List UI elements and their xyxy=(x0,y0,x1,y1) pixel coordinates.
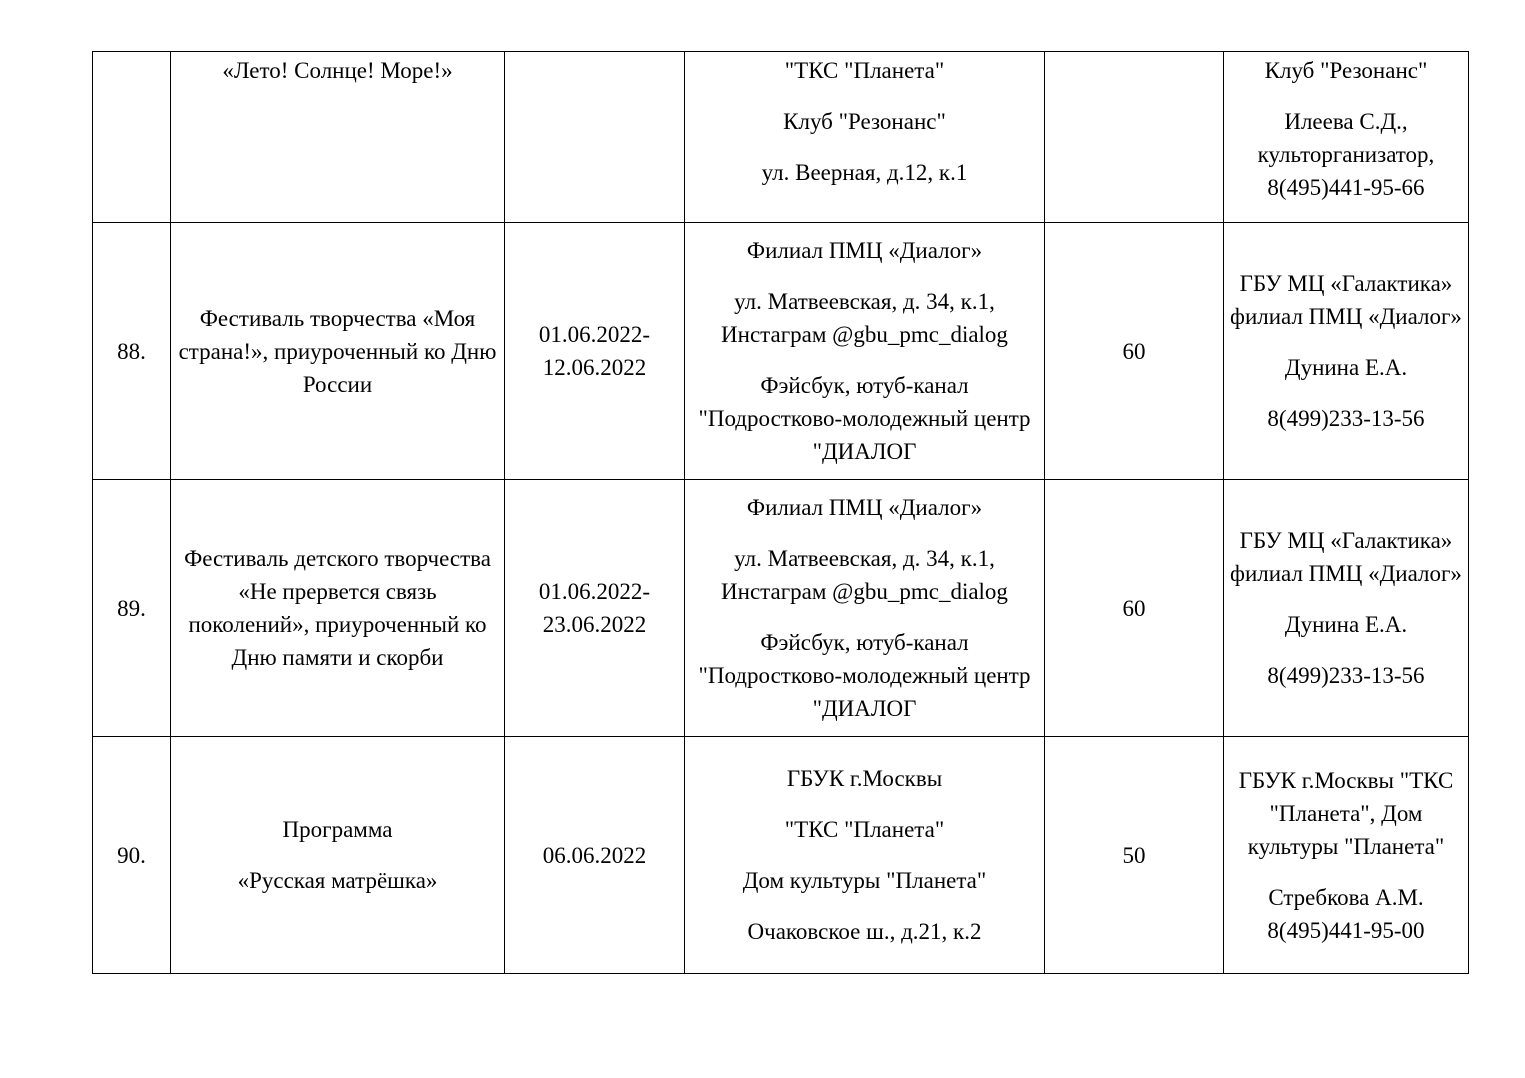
table-row xyxy=(93,737,1469,974)
table-row xyxy=(93,223,1469,480)
number-cell xyxy=(93,52,171,223)
venue-cell: ГБУК г.Москвы "ТКС "Планета" Дом культуры "Планета" Очаковское ш., д.21, к.2 xyxy=(685,737,1045,974)
venue-cell: "ТКС "Планета" Клуб "Резонанс" ул. Веерная, д.12, к.1 xyxy=(685,52,1045,223)
table-row xyxy=(93,52,1469,223)
responsible-cell: ГБУ МЦ «Галактика» филиал ПМЦ «Диалог» Дунина Е.А. 8(499)233-13-56 xyxy=(1224,223,1469,480)
date-cell: 01.06.2022- 12.06.2022 xyxy=(505,223,685,480)
count-cell xyxy=(1045,52,1224,223)
number-cell: 88. xyxy=(93,223,171,480)
events-table xyxy=(92,51,1469,974)
title-cell: Фестиваль творчества «Моя страна!», приуроченный ко Дню России xyxy=(171,223,505,480)
responsible-cell: Клуб "Резонанс" Илеева С.Д., культорганизатор, 8(495)441-95-66 xyxy=(1224,52,1469,223)
date-cell xyxy=(505,52,685,223)
count-cell: 60 xyxy=(1045,223,1224,480)
table-row xyxy=(93,480,1469,737)
count-cell: 50 xyxy=(1045,737,1224,974)
title-cell: Фестиваль детского творчества «Не прервется связь поколений», приуроченный ко Дню памяти и скорби xyxy=(171,480,505,737)
venue-cell: Филиал ПМЦ «Диалог» ул. Матвеевская, д. 34, к.1, Инстаграм @gbu_pmc_dialog Фэйсбук, ютуб-канал "Подростково-молодежный центр "ДИАЛОГ xyxy=(685,480,1045,737)
responsible-cell: ГБУК г.Москвы "ТКС "Планета", Дом культуры "Планета" Стребкова А.М. 8(495)441-95-00 xyxy=(1224,737,1469,974)
number-cell: 90. xyxy=(93,737,171,974)
date-cell: 06.06.2022 xyxy=(505,737,685,974)
title-cell: Программа «Русская матрёшка» xyxy=(171,737,505,974)
venue-cell: Филиал ПМЦ «Диалог» ул. Матвеевская, д. 34, к.1, Инстаграм @gbu_pmc_dialog Фэйсбук, ютуб-канал "Подростково-молодежный центр "ДИАЛОГ xyxy=(685,223,1045,480)
count-cell: 60 xyxy=(1045,480,1224,737)
number-cell: 89. xyxy=(93,480,171,737)
date-cell: 01.06.2022- 23.06.2022 xyxy=(505,480,685,737)
responsible-cell: ГБУ МЦ «Галактика» филиал ПМЦ «Диалог» Дунина Е.А. 8(499)233-13-56 xyxy=(1224,480,1469,737)
title-cell: «Лето! Солнце! Море!» xyxy=(171,52,505,223)
